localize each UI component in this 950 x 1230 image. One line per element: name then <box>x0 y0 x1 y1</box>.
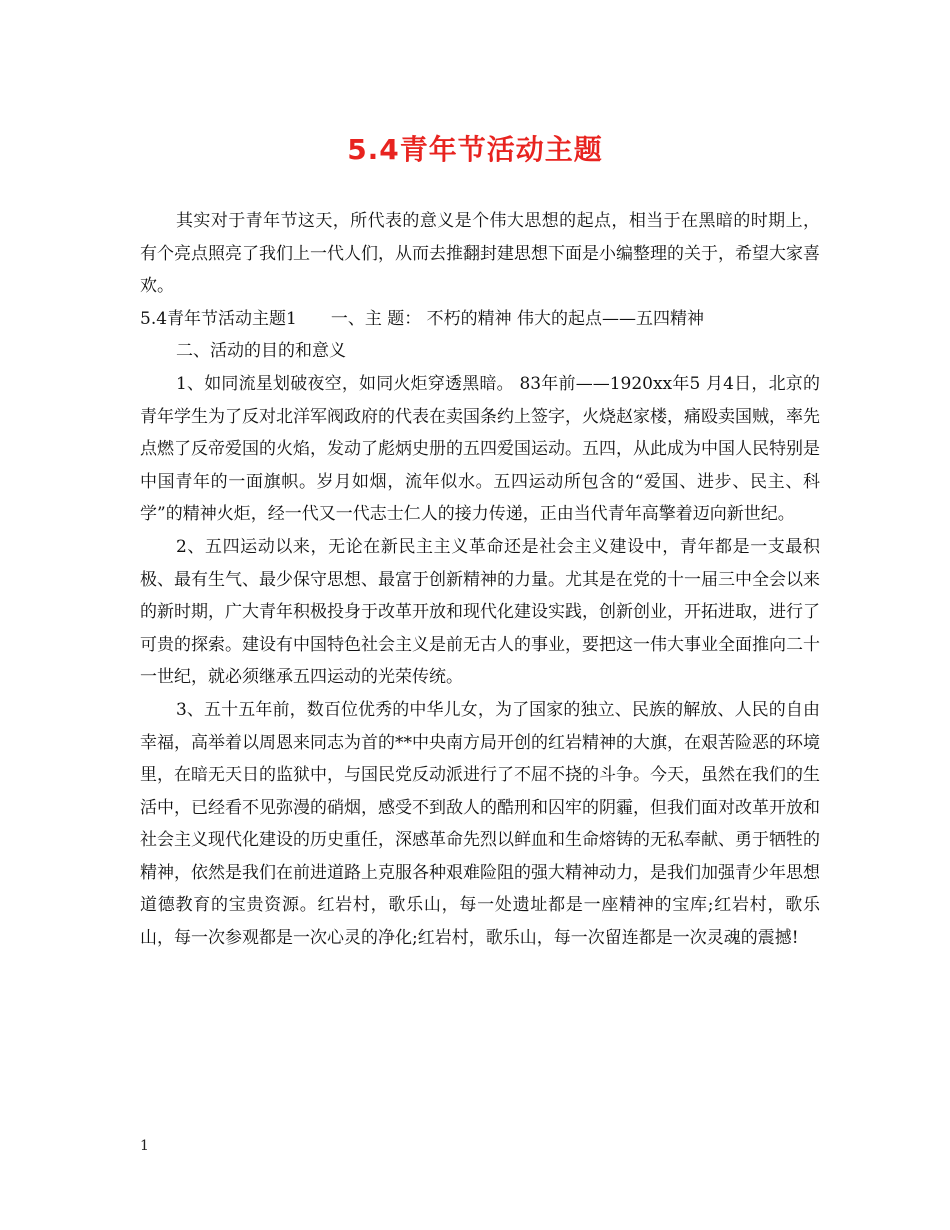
paragraph-2: 2、五四运动以来，无论在新民主主义革命还是社会主义建设中，青年都是一支最积极、最有生气、最少保守思想、最富于创新精神的力量。尤其是在党的十一届三中全会以来的新时期，广大青年积极投身于改革开放和现代化建设实践，创新创业，开拓进取，进行了可贵的探索。建设有中国特色社会主义是前无古人的事业，要把这一伟大事业全面推向二十一世纪，就必须继承五四运动的光荣传统。 <box>140 536 820 688</box>
document-body <box>140 205 820 955</box>
intro-paragraph: 其实对于青年节这天，所代表的意义是个伟大思想的起点，相当于在黑暗的时期上，有个亮点照亮了我们上一代人们，从而去推翻封建思想下面是小编整理的关于，希望大家喜欢。 <box>140 211 820 297</box>
paragraph-3: 3、五十五年前，数百位优秀的中华儿女，为了国家的独立、民族的解放、人民的自由幸福，高举着以周恩来同志为首的**中央南方局开创的红岩精神的大旗，在艰苦险恶的环境里，在暗无天日的监狱中，与国民党反动派进行了不屈不挠的斗争。今天，虽然在我们的生活中，已经看不见弥漫的硝烟，感受不到敌人的酷刑和囚牢的阴霾，但我们面对改革开放和社会主义现代化建设的历史重任，深感革命先烈以鲜血和生命熔铸的无私奉献、勇于牺牲的精神，依然是我们在前进道路上克服各种艰难险阻的强大精神动力，是我们加强青少年思想道德教育的宝贵资源。红岩村，歌乐山，每一处遗址都是一座精神的宝库;红岩村，歌乐山，每一次参观都是一次心灵的净化;红岩村，歌乐山，每一次留连都是一次灵魂的震撼! <box>140 699 820 949</box>
section-2-heading: 二、活动的目的和意义 <box>176 341 346 362</box>
paragraph-1: 1、如同流星划破夜空，如同火炬穿透黑暗。 83年前——1920xx年5 月4日，北京的青年学生为了反对北洋军阀政府的代表在卖国条约上签字，火烧赵家楼，痛殴卖国贼，率先点燃了反帝爱国的火焰，发动了彪炳史册的五四爱国运动。五四，从此成为中国人民特别是中国青年的一面旗帜。岁月如烟，流年似水。五四运动所包含的“爱国、进步、民主、科学”的精神火炬，经一代又一代志士仁人的接力传递，正由当代青年高擎着迈向新世纪。 <box>140 373 820 525</box>
page-number: 1 <box>140 1138 149 1154</box>
document-title: 5.4青年节活动主题 <box>347 133 603 166</box>
section-1-heading: 5.4青年节活动主题1 一、主 题： 不朽的精神 伟大的起点——五四精神 <box>140 308 705 329</box>
